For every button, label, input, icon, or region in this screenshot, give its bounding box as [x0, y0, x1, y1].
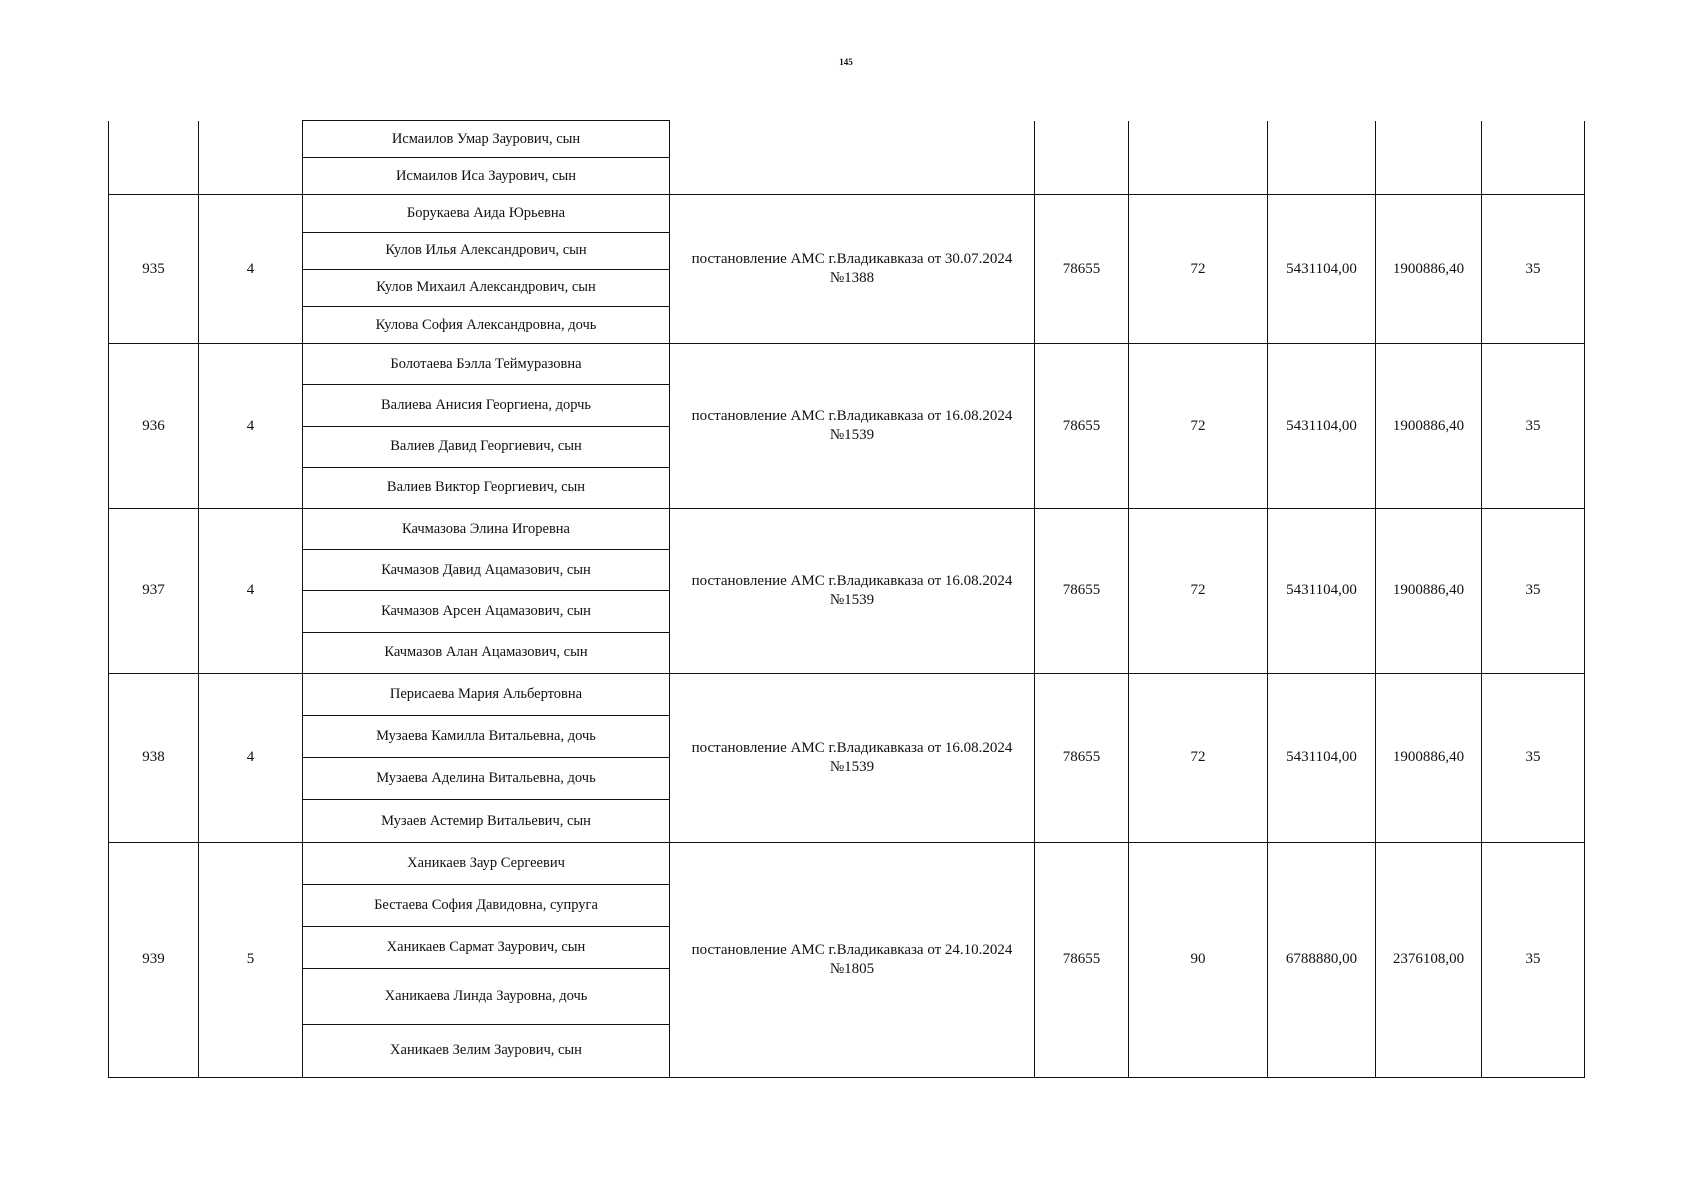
total-cost-cell: 5431104,00	[1268, 508, 1376, 673]
decree-cell	[670, 121, 1035, 195]
family-member-cell: Музаев Астемир Витальевич, сын	[303, 800, 670, 842]
page-number: 145	[839, 57, 853, 67]
family-member-cell: Музаева Камилла Витальевна, дочь	[303, 715, 670, 757]
family-member-cell: Болотаева Бэлла Теймуразовна	[303, 344, 670, 385]
family-member-cell: Качмазов Арсен Ацамазович, сын	[303, 591, 670, 632]
family-member-cell: Качмазов Алан Ацамазович, сын	[303, 632, 670, 673]
table-row	[109, 344, 1585, 385]
subsidy-cell: 1900886,40	[1376, 508, 1482, 673]
decree-text: постановление АМС г.Владикавказа от 16.08.2024	[691, 739, 1013, 756]
record-number-cell: 935	[109, 195, 199, 344]
decree-number: №1539	[829, 427, 875, 444]
family-member-cell: Исмаилов Умар Заурович, сын	[303, 121, 670, 158]
decree-text: постановление АМС г.Владикавказа от 16.08.2024	[691, 408, 1013, 425]
family-member-cell: Ханикаев Сармат Заурович, сын	[303, 927, 670, 969]
family-member-cell: Кулов Михаил Александрович, сын	[303, 269, 670, 306]
family-member-cell: Ханикаев Заур Сергеевич	[303, 842, 670, 884]
family-size-cell: 4	[199, 344, 303, 509]
subsidy-cell	[1376, 121, 1482, 195]
decree-number: №1388	[829, 270, 875, 287]
record-number-cell: 938	[109, 673, 199, 842]
area-cell: 72	[1129, 673, 1268, 842]
decree-cell	[670, 508, 1035, 673]
decree-cell	[670, 673, 1035, 842]
family-member-cell: Музаева Аделина Витальевна, дочь	[303, 758, 670, 800]
decree-text: постановление АМС г.Владикавказа от 16.08.2024	[691, 572, 1013, 589]
family-member-cell: Валиев Давид Георгиевич, сын	[303, 426, 670, 467]
family-member-cell: Ханикаева Линда Зауровна, дочь	[303, 969, 670, 1024]
subsidy-cell: 1900886,40	[1376, 344, 1482, 509]
percent-cell	[1482, 121, 1585, 195]
table-row	[109, 195, 1585, 232]
price-per-m2-cell	[1035, 121, 1129, 195]
area-cell	[1129, 121, 1268, 195]
area-cell: 72	[1129, 195, 1268, 344]
family-member-cell: Бестаева София Давидовна, супруга	[303, 884, 670, 926]
family-member-cell: Кулов Илья Александрович, сын	[303, 232, 670, 269]
record-number-cell: 936	[109, 344, 199, 509]
percent-cell: 35	[1482, 195, 1585, 344]
decree-number: №1539	[829, 591, 875, 608]
table-row	[109, 508, 1585, 549]
subsidy-cell: 2376108,00	[1376, 842, 1482, 1077]
percent-cell: 35	[1482, 842, 1585, 1077]
decree-text: постановление АМС г.Владикавказа от 24.10.2024	[691, 941, 1013, 958]
price-per-m2-cell: 78655	[1035, 344, 1129, 509]
family-member-cell: Перисаева Мария Альбертовна	[303, 673, 670, 715]
family-member-cell: Кулова София Александровна, дочь	[303, 306, 670, 343]
total-cost-cell: 5431104,00	[1268, 673, 1376, 842]
family-member-cell: Исмаилов Иса Заурович, сын	[303, 158, 670, 195]
price-per-m2-cell: 78655	[1035, 842, 1129, 1077]
family-member-cell: Качмазов Давид Ацамазович, сын	[303, 550, 670, 591]
family-size-cell: 4	[199, 508, 303, 673]
price-per-m2-cell: 78655	[1035, 508, 1129, 673]
table-row	[109, 842, 1585, 884]
percent-cell: 35	[1482, 508, 1585, 673]
decree-cell	[670, 842, 1035, 1077]
subsidy-cell: 1900886,40	[1376, 673, 1482, 842]
family-member-cell: Ханикаев Зелим Заурович, сын	[303, 1024, 670, 1077]
decree-number: №1539	[829, 758, 875, 775]
decree-number: №1805	[829, 960, 875, 977]
decree-cell	[670, 195, 1035, 344]
family-size-cell: 5	[199, 842, 303, 1077]
family-member-cell: Борукаева Аида Юрьевна	[303, 195, 670, 232]
price-per-m2-cell: 78655	[1035, 673, 1129, 842]
family-member-cell: Качмазова Элина Игоревна	[303, 508, 670, 549]
family-member-cell: Валиев Виктор Георгиевич, сын	[303, 467, 670, 508]
area-cell: 72	[1129, 344, 1268, 509]
record-number-cell	[109, 121, 199, 195]
area-cell: 72	[1129, 508, 1268, 673]
family-member-cell: Валиева Анисия Георгиена, дорчь	[303, 385, 670, 426]
record-number-cell: 939	[109, 842, 199, 1077]
total-cost-cell: 5431104,00	[1268, 344, 1376, 509]
table-row	[109, 121, 1585, 158]
decree-cell	[670, 344, 1035, 509]
decree-text: постановление АМС г.Владикавказа от 30.07.2024	[691, 251, 1013, 268]
family-size-cell: 4	[199, 673, 303, 842]
subsidy-cell: 1900886,40	[1376, 195, 1482, 344]
area-cell: 90	[1129, 842, 1268, 1077]
percent-cell: 35	[1482, 673, 1585, 842]
total-cost-cell: 5431104,00	[1268, 195, 1376, 344]
family-size-cell: 4	[199, 195, 303, 344]
table-row	[109, 673, 1585, 715]
family-size-cell	[199, 121, 303, 195]
price-per-m2-cell: 78655	[1035, 195, 1129, 344]
total-cost-cell: 6788880,00	[1268, 842, 1376, 1077]
record-number-cell: 937	[109, 508, 199, 673]
total-cost-cell	[1268, 121, 1376, 195]
percent-cell: 35	[1482, 344, 1585, 509]
registry-table	[108, 120, 1585, 1078]
